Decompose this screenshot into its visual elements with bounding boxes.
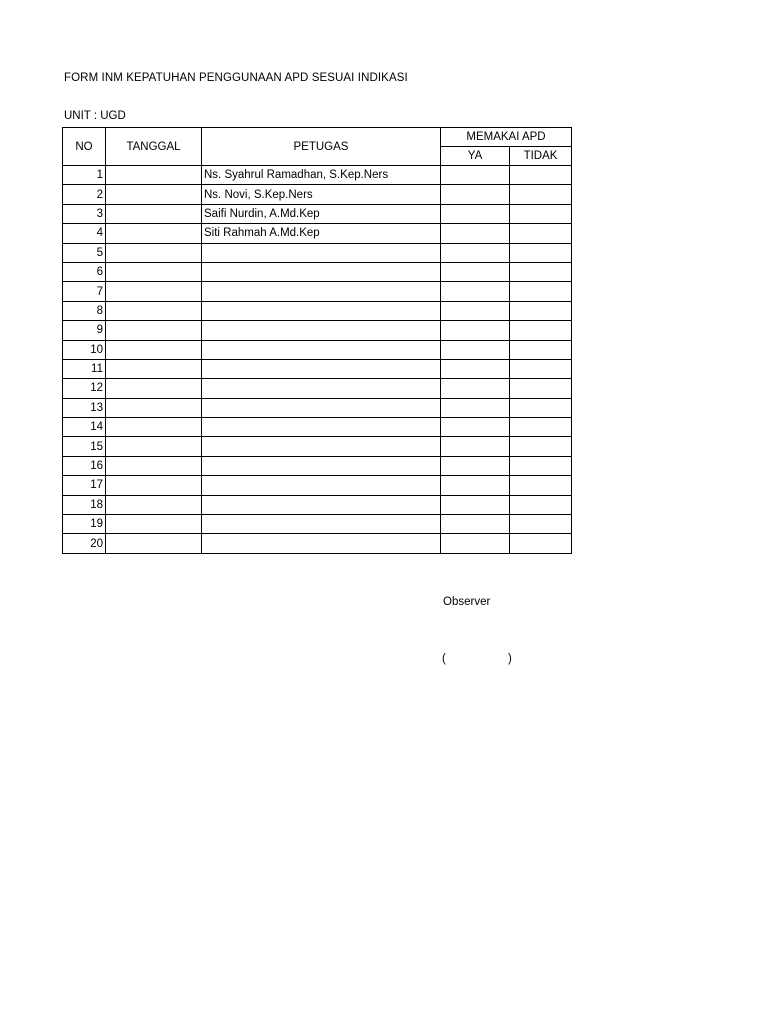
tidak-cell [510,301,572,320]
ya-cell [441,534,510,553]
tanggal-cell [106,476,202,495]
tidak-cell [510,321,572,340]
ya-cell [441,456,510,475]
tidak-cell [510,359,572,378]
observer-label: Observer [443,596,491,608]
petugas-cell: Siti Rahmah A.Md.Kep [202,224,441,243]
petugas-cell [202,534,441,553]
petugas-cell [202,379,441,398]
tidak-cell [510,262,572,281]
petugas-cell [202,340,441,359]
table-row [63,321,572,340]
tidak-cell [510,515,572,534]
ya-cell [441,204,510,223]
tidak-cell [510,224,572,243]
tanggal-cell [106,340,202,359]
row-number-cell: 13 [63,398,106,417]
ya-cell [441,301,510,320]
petugas-cell [202,456,441,475]
header-tidak: TIDAK [510,147,572,166]
petugas-cell [202,398,441,417]
table-row [63,262,572,281]
table-row [63,476,572,495]
ya-cell [441,515,510,534]
table-row [63,456,572,475]
table-row [63,359,572,378]
tidak-cell [510,437,572,456]
tidak-cell [510,476,572,495]
header-no: NO [63,128,106,166]
tanggal-cell [106,534,202,553]
table-row [63,166,572,185]
form-title: FORM INM KEPATUHAN PENGGUNAAN APD SESUAI INDIKASI [64,72,408,84]
table-body [63,166,572,554]
ya-cell [441,185,510,204]
unit-label: UNIT : UGD [64,110,126,122]
row-number-cell: 10 [63,340,106,359]
ya-cell [441,224,510,243]
petugas-cell: Ns. Syahrul Ramadhan, S.Kep.Ners [202,166,441,185]
tanggal-cell [106,515,202,534]
tanggal-cell [106,321,202,340]
ya-cell [441,379,510,398]
row-number-cell: 19 [63,515,106,534]
tanggal-cell [106,379,202,398]
table-row [63,204,572,223]
tanggal-cell [106,282,202,301]
row-number-cell: 2 [63,185,106,204]
table-row [63,340,572,359]
ya-cell [441,243,510,262]
row-number-cell: 7 [63,282,106,301]
tanggal-cell [106,456,202,475]
tanggal-cell [106,301,202,320]
row-number-cell: 1 [63,166,106,185]
header-ya: YA [441,147,510,166]
row-number-cell: 12 [63,379,106,398]
tanggal-cell [106,166,202,185]
petugas-cell [202,418,441,437]
table-row [63,301,572,320]
row-number-cell: 20 [63,534,106,553]
table-row [63,418,572,437]
table-row [63,437,572,456]
row-number-cell: 9 [63,321,106,340]
petugas-cell [202,282,441,301]
ya-cell [441,262,510,281]
ya-cell [441,166,510,185]
tidak-cell [510,166,572,185]
header-tanggal: TANGGAL [106,128,202,166]
signature-paren-open: ( [442,653,446,665]
petugas-cell: Saifi Nurdin, A.Md.Kep [202,204,441,223]
tanggal-cell [106,437,202,456]
petugas-cell [202,476,441,495]
tidak-cell [510,340,572,359]
tidak-cell [510,379,572,398]
ya-cell [441,437,510,456]
ya-cell [441,340,510,359]
ya-cell [441,359,510,378]
tidak-cell [510,204,572,223]
row-number-cell: 18 [63,495,106,514]
tidak-cell [510,456,572,475]
table-row [63,534,572,553]
table-row [63,379,572,398]
petugas-cell [202,359,441,378]
row-number-cell: 11 [63,359,106,378]
row-number-cell: 8 [63,301,106,320]
row-number-cell: 16 [63,456,106,475]
table-row [63,398,572,417]
ya-cell [441,321,510,340]
row-number-cell: 15 [63,437,106,456]
tanggal-cell [106,243,202,262]
tidak-cell [510,495,572,514]
tanggal-cell [106,359,202,378]
tidak-cell [510,418,572,437]
tanggal-cell [106,398,202,417]
row-number-cell: 14 [63,418,106,437]
petugas-cell [202,437,441,456]
table-row [63,224,572,243]
tanggal-cell [106,495,202,514]
tidak-cell [510,398,572,417]
tidak-cell [510,185,572,204]
row-number-cell: 3 [63,204,106,223]
ya-cell [441,418,510,437]
tidak-cell [510,282,572,301]
tidak-cell [510,243,572,262]
ya-cell [441,495,510,514]
ya-cell [441,476,510,495]
table-row [63,282,572,301]
petugas-cell [202,243,441,262]
tidak-cell [510,534,572,553]
petugas-cell [202,301,441,320]
signature-paren-close: ) [508,653,512,665]
tanggal-cell [106,204,202,223]
tanggal-cell [106,262,202,281]
table-row [63,515,572,534]
tanggal-cell [106,418,202,437]
petugas-cell [202,515,441,534]
tanggal-cell [106,185,202,204]
tanggal-cell [106,224,202,243]
header-petugas: PETUGAS [202,128,441,166]
table-row [63,243,572,262]
table-row [63,495,572,514]
petugas-cell [202,495,441,514]
compliance-table [62,127,572,554]
petugas-cell [202,262,441,281]
row-number-cell: 4 [63,224,106,243]
row-number-cell: 5 [63,243,106,262]
ya-cell [441,398,510,417]
table-row [63,185,572,204]
row-number-cell: 6 [63,262,106,281]
ya-cell [441,282,510,301]
row-number-cell: 17 [63,476,106,495]
petugas-cell: Ns. Novi, S.Kep.Ners [202,185,441,204]
petugas-cell [202,321,441,340]
header-memakai-apd: MEMAKAI APD [441,128,572,147]
